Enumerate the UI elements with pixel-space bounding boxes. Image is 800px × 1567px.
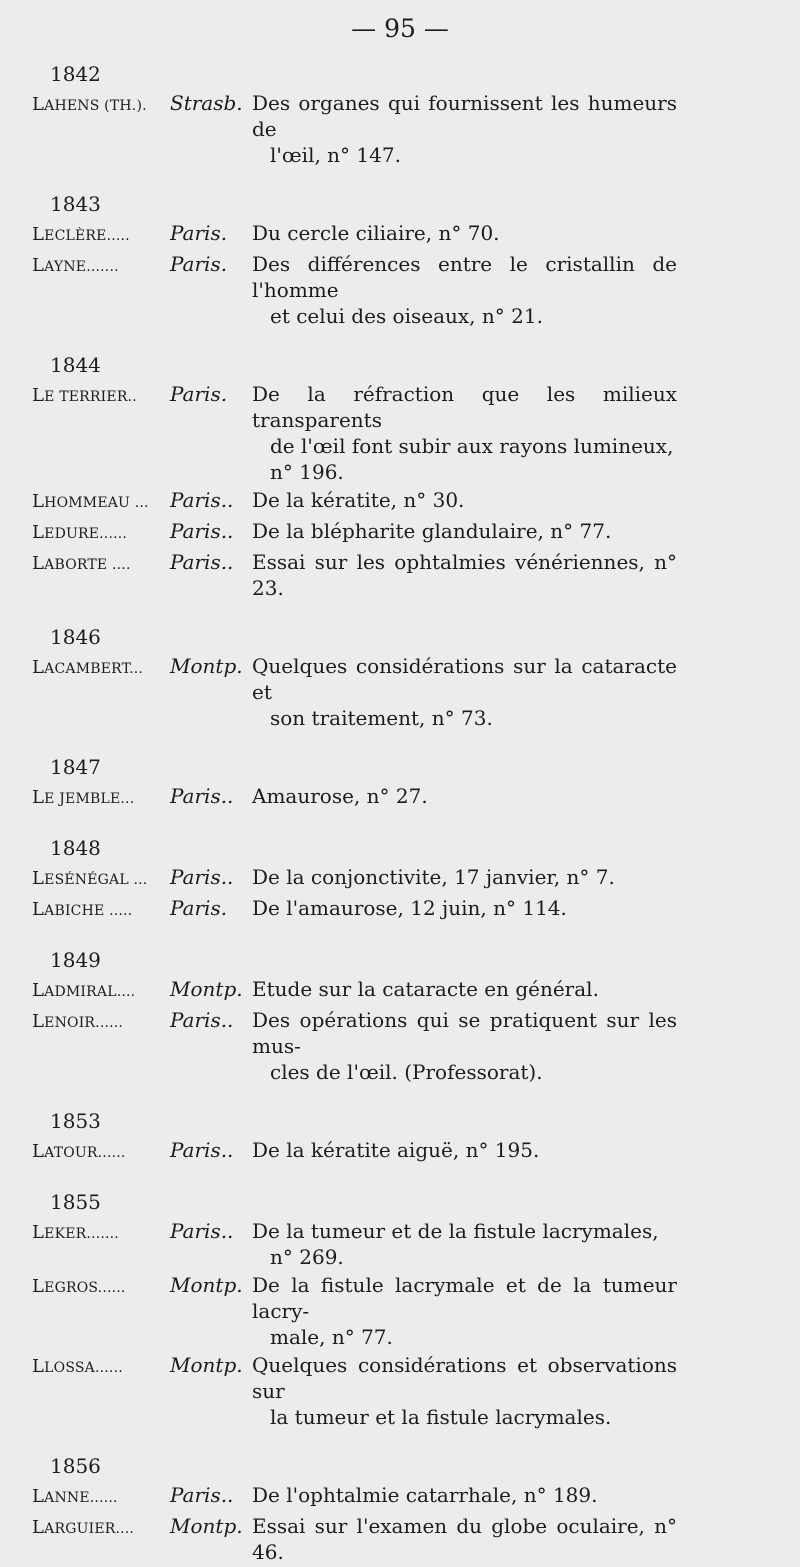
faculty-place: Paris. (170, 221, 228, 245)
thesis-title (252, 1137, 677, 1166)
thesis-entry (32, 976, 677, 1005)
title-line: et celui des oiseaux, n° 21. (270, 304, 543, 328)
title-line: De la blépharite glandulaire, n° 77. (252, 519, 612, 543)
thesis-title (252, 487, 677, 516)
year-heading: 1843 (50, 192, 101, 216)
year-heading: 1855 (50, 1190, 101, 1214)
thesis-title (252, 251, 677, 329)
thesis-title (252, 1352, 677, 1430)
author-name: LE JEMBLE... (32, 787, 135, 808)
thesis-title (252, 90, 677, 168)
faculty-place: Paris.. (170, 1483, 234, 1507)
thesis-entry (32, 653, 677, 731)
thesis-entry (32, 1218, 677, 1270)
thesis-title (252, 976, 677, 1005)
author-name: LABICHE ..... (32, 899, 133, 920)
title-line: l'œil, n° 147. (270, 143, 401, 167)
year-heading: 1846 (50, 625, 101, 649)
author-name: LANNE...... (32, 1486, 118, 1507)
title-line: De la réfraction que les milieux transparents (252, 382, 677, 432)
thesis-entry (32, 1007, 677, 1085)
title-line: De l'ophtalmie catarrhale, n° 189. (252, 1483, 598, 1507)
year-heading: 1849 (50, 948, 101, 972)
title-line: Des opérations qui se pratiquent sur les mus- (252, 1008, 677, 1058)
title-line: n° 196. (270, 460, 344, 484)
author-name: LATOUR...... (32, 1141, 126, 1162)
page-number: — 95 — (351, 14, 449, 43)
faculty-place: Paris.. (170, 1008, 234, 1032)
thesis-entry (32, 381, 677, 485)
faculty-place: Paris.. (170, 519, 234, 543)
thesis-title (252, 783, 677, 812)
author-name: LAHENS (TH.). (32, 94, 147, 115)
title-line: male, n° 77. (270, 1325, 393, 1349)
thesis-title (252, 1007, 677, 1085)
title-line: Du cercle ciliaire, n° 70. (252, 221, 500, 245)
title-line: Quelques considérations sur la cataracte et (252, 654, 677, 704)
author-name: LACAMBERT... (32, 657, 144, 678)
faculty-place: Paris. (170, 896, 228, 920)
thesis-title (252, 220, 677, 249)
thesis-entry (32, 895, 677, 924)
section-spacer (32, 170, 677, 188)
title-line: De la kératite aiguë, n° 195. (252, 1138, 540, 1162)
author-name: LENOIR...... (32, 1011, 124, 1032)
section-spacer (32, 733, 677, 751)
thesis-title (252, 1218, 677, 1270)
faculty-place: Paris.. (170, 865, 234, 889)
year-heading: 1842 (50, 62, 101, 86)
bibliography-list (32, 58, 677, 1567)
section-spacer (32, 814, 677, 832)
title-line: De la kératite, n° 30. (252, 488, 465, 512)
thesis-title (252, 864, 677, 893)
section-spacer (32, 1168, 677, 1186)
faculty-place: Paris.. (170, 488, 234, 512)
section-spacer (32, 926, 677, 944)
author-name: LEKER....... (32, 1222, 119, 1243)
thesis-title (252, 1482, 677, 1511)
faculty-place: Paris.. (170, 784, 234, 808)
year-heading: 1847 (50, 755, 101, 779)
author-name: LESÉNÉGAL ... (32, 868, 148, 889)
faculty-place: Montp. (170, 1514, 243, 1538)
thesis-entry (32, 1137, 677, 1166)
author-name: LARGUIER.... (32, 1517, 135, 1538)
faculty-place: Paris. (170, 252, 228, 276)
author-name: LEGROS...... (32, 1276, 126, 1297)
title-line: De la fistule lacrymale et de la tumeur lacry- (252, 1273, 677, 1323)
title-line: de l'œil font subir aux rayons lumineux, (270, 434, 674, 458)
thesis-title (252, 381, 677, 485)
thesis-entry (32, 251, 677, 329)
title-line: son traitement, n° 73. (270, 706, 493, 730)
title-line: Des organes qui fournissent les humeurs de (252, 91, 677, 141)
title-line: Essai sur l'examen du globe oculaire, n° 46. (252, 1514, 677, 1564)
faculty-place: Montp. (170, 1353, 243, 1377)
thesis-title (252, 1272, 677, 1350)
thesis-entry (32, 90, 677, 168)
author-name: LE TERRIER.. (32, 385, 137, 406)
title-line: De l'amaurose, 12 juin, n° 114. (252, 896, 567, 920)
author-name: LADMIRAL.... (32, 980, 136, 1001)
title-line: Essai sur les ophtalmies vénériennes, n° 23. (252, 550, 677, 600)
thesis-entry (32, 1482, 677, 1511)
section-spacer (32, 331, 677, 349)
title-line: De la tumeur et de la fistule lacrymales, (252, 1219, 659, 1243)
title-line: Etude sur la cataracte en général. (252, 977, 599, 1001)
year-heading: 1844 (50, 353, 101, 377)
faculty-place: Montp. (170, 1273, 243, 1297)
faculty-place: Paris.. (170, 550, 234, 574)
thesis-title (252, 1513, 677, 1565)
year-heading: 1856 (50, 1454, 101, 1478)
section-spacer (32, 1087, 677, 1105)
thesis-entry (32, 1272, 677, 1350)
section-spacer (32, 1432, 677, 1450)
thesis-title (252, 518, 677, 547)
faculty-place: Strasb. (170, 91, 243, 115)
author-name: LABORTE .... (32, 553, 131, 574)
author-name: LEDURE...... (32, 522, 128, 543)
thesis-entry (32, 549, 677, 601)
year-heading: 1848 (50, 836, 101, 860)
title-line: De la conjonctivite, 17 janvier, n° 7. (252, 865, 615, 889)
author-name: LHOMMEAU ... (32, 491, 149, 512)
thesis-entry (32, 783, 677, 812)
thesis-entry (32, 518, 677, 547)
thesis-entry (32, 864, 677, 893)
title-line: cles de l'œil. (Professorat). (270, 1060, 543, 1084)
thesis-title (252, 895, 677, 924)
title-line: n° 269. (270, 1245, 344, 1269)
title-line: Quelques considérations et observations sur (252, 1353, 677, 1403)
thesis-title (252, 549, 677, 601)
title-line: Des différences entre le cristallin de l'homme (252, 252, 677, 302)
faculty-place: Paris.. (170, 1138, 234, 1162)
author-name: LAYNE....... (32, 255, 119, 276)
thesis-entry (32, 220, 677, 249)
thesis-entry (32, 487, 677, 516)
year-heading: 1853 (50, 1109, 101, 1133)
title-line: Amaurose, n° 27. (252, 784, 428, 808)
faculty-place: Paris.. (170, 1219, 234, 1243)
faculty-place: Montp. (170, 977, 243, 1001)
author-name: LLOSSA...... (32, 1356, 123, 1377)
faculty-place: Montp. (170, 654, 243, 678)
thesis-entry (32, 1352, 677, 1430)
author-name: LECLÈRE..... (32, 224, 130, 245)
title-line: la tumeur et la fistule lacrymales. (270, 1405, 612, 1429)
thesis-entry (32, 1513, 677, 1565)
faculty-place: Paris. (170, 382, 228, 406)
thesis-title (252, 653, 677, 731)
section-spacer (32, 603, 677, 621)
